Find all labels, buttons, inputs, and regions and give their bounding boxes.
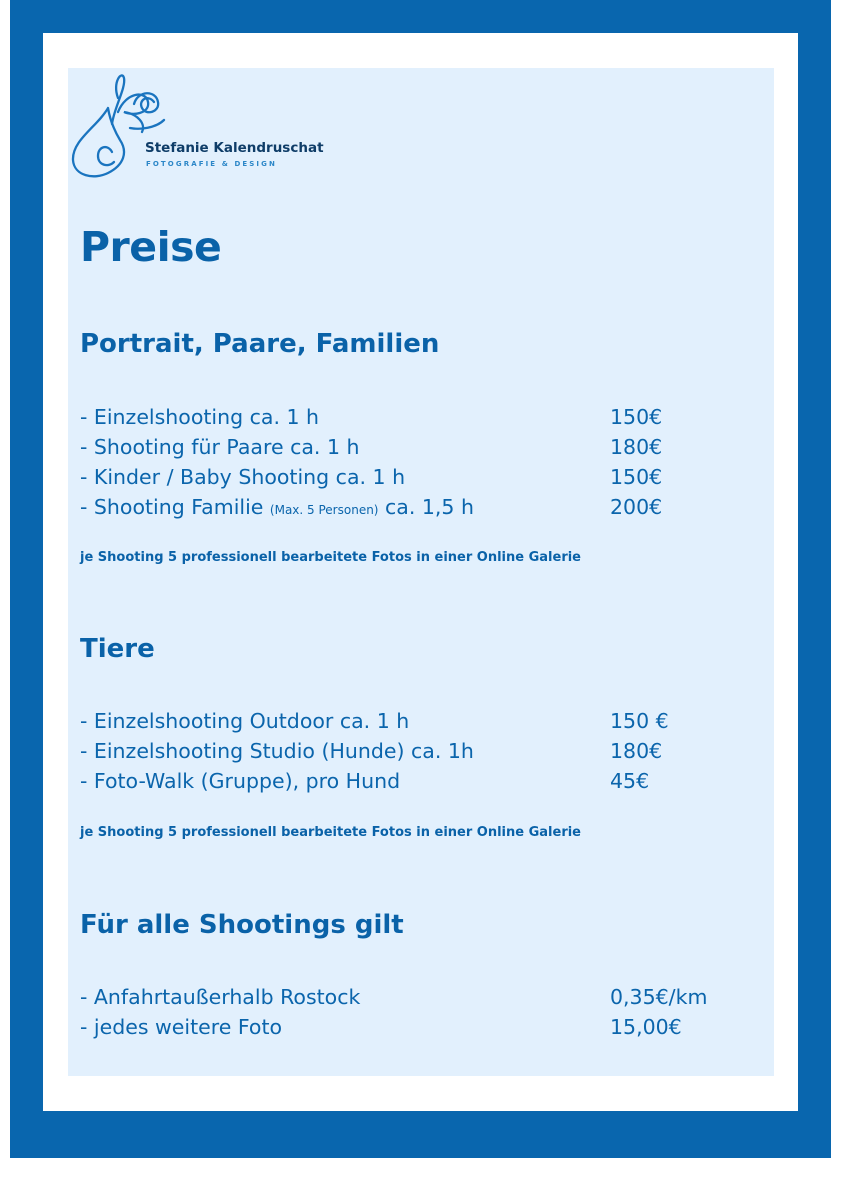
white-border bbox=[43, 33, 798, 1111]
item-price: 180€ bbox=[610, 435, 663, 459]
item-price: 150€ bbox=[610, 405, 663, 429]
logo-subtitle: FOTOGRAFIE & DESIGN bbox=[146, 160, 277, 168]
item-label: - Einzelshooting Outdoor ca. 1 h bbox=[80, 709, 410, 733]
section-heading-portrait: Portrait, Paare, Familien bbox=[80, 329, 440, 359]
item-label bbox=[80, 492, 474, 525]
item-price: 150€ bbox=[610, 465, 663, 489]
item-price: 45€ bbox=[610, 769, 650, 793]
item-label-note: (Max. 5 Personen) bbox=[269, 503, 379, 517]
item-label: - Shooting für Paare ca. 1 h bbox=[80, 435, 360, 459]
section-heading-general: Für alle Shootings gilt bbox=[80, 910, 404, 940]
item-label: - Kinder / Baby Shooting ca. 1 h bbox=[80, 465, 406, 489]
item-price: 15,00€ bbox=[610, 1015, 682, 1039]
price-panel bbox=[68, 68, 774, 1076]
section-heading-tiere: Tiere bbox=[80, 634, 155, 664]
item-price: 200€ bbox=[610, 495, 663, 519]
item-label: - Anfahrtaußerhalb Rostock bbox=[80, 985, 361, 1009]
logo-name: Stefanie Kalendruschat bbox=[145, 140, 324, 156]
outer-blue-frame bbox=[10, 0, 831, 1158]
page-title: Preise bbox=[80, 223, 222, 271]
item-label-start: - Shooting Familie bbox=[80, 495, 270, 519]
item-price: 150 € bbox=[610, 709, 669, 733]
item-price: 0,35€/km bbox=[610, 985, 708, 1009]
item-label: - Foto-Walk (Gruppe), pro Hund bbox=[80, 769, 401, 793]
item-label: - jedes weitere Foto bbox=[80, 1015, 283, 1039]
section-note-tiere: je Shooting 5 professionell bearbeitete Fotos in einer Online Galerie bbox=[80, 825, 582, 840]
item-label: - Einzelshooting Studio (Hunde) ca. 1h bbox=[80, 739, 474, 763]
section-note-portrait: je Shooting 5 professionell bearbeitete Fotos in einer Online Galerie bbox=[80, 550, 582, 565]
item-label: - Einzelshooting ca. 1 h bbox=[80, 405, 320, 429]
item-label-end: ca. 1,5 h bbox=[378, 495, 474, 519]
item-price: 180€ bbox=[610, 739, 663, 763]
